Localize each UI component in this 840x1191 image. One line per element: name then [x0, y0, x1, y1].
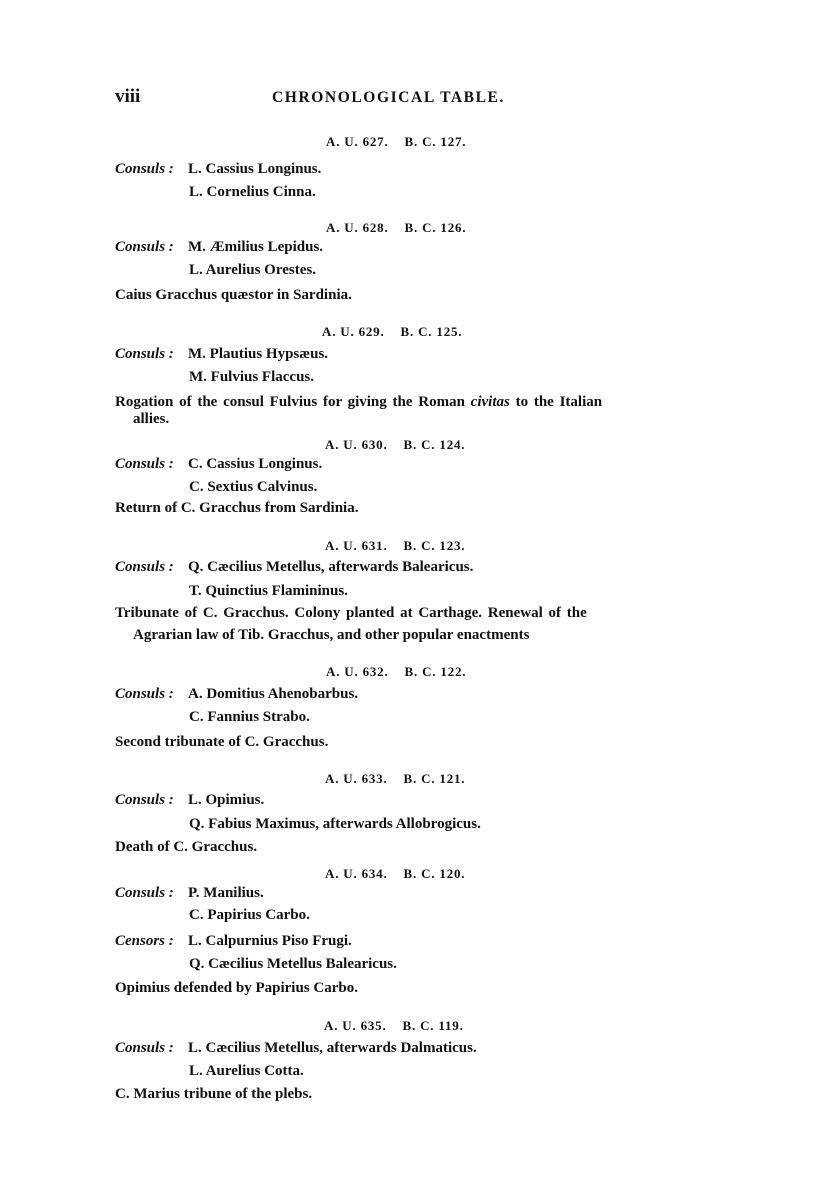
year-au: A. U. 635.: [324, 1018, 387, 1033]
consul-name: L. Cassius Longinus.: [188, 161, 322, 177]
consul-name: C. Sextius Calvinus.: [189, 479, 318, 495]
event-continuation: Agrarian law of Tib. Gracchus, and other popular enactments: [133, 627, 530, 643]
consuls-label: Consuls :: [115, 686, 174, 702]
page-number: viii: [115, 86, 141, 107]
event-text: [115, 394, 602, 411]
year-au: A. U. 627.: [326, 134, 389, 149]
year-au: A. U. 628.: [326, 220, 389, 235]
year-bc: B. C. 123.: [403, 538, 466, 553]
censor-name: L. Calpurnius Piso Frugi.: [188, 933, 352, 949]
running-title: CHRONOLOGICAL TABLE.: [272, 89, 505, 106]
year-heading: [325, 437, 465, 453]
event-continuation: allies.: [133, 411, 170, 427]
year-heading: [325, 771, 465, 787]
year-bc: B. C. 126.: [404, 220, 467, 235]
consuls-label: Consuls :: [115, 1040, 174, 1056]
censor-name: Q. Cæcilius Metellus Balearicus.: [189, 956, 397, 972]
year-bc: B. C. 127.: [404, 134, 467, 149]
event-text: C. Marius tribune of the plebs.: [115, 1086, 313, 1102]
year-heading: [326, 664, 466, 680]
event-text: Tribunate of C. Gracchus. Colony planted at Carthage. Renewal of the: [115, 605, 587, 621]
event-text: Caius Gracchus quæstor in Sardinia.: [115, 287, 352, 303]
consul-name: L. Cornelius Cinna.: [189, 184, 316, 200]
event-emphasis: civitas: [470, 394, 510, 410]
year-bc: B. C. 120.: [403, 866, 466, 881]
consuls-label: Consuls :: [115, 792, 174, 808]
year-au: A. U. 632.: [326, 664, 389, 679]
consul-name: A. Domitius Ahenobarbus.: [188, 686, 359, 702]
year-heading: [324, 1018, 464, 1034]
event-text-part: to the Italian: [515, 394, 603, 410]
year-bc: B. C. 125.: [400, 324, 463, 339]
consul-name: Q. Cæcilius Metellus, afterwards Balearicus.: [188, 559, 474, 575]
event-text: Second tribunate of C. Gracchus.: [115, 734, 329, 750]
year-au: A. U. 633.: [325, 771, 388, 786]
consul-name: L. Aurelius Cotta.: [189, 1063, 304, 1079]
year-heading: [326, 220, 466, 236]
event-text: Opimius defended by Papirius Carbo.: [115, 980, 358, 996]
consul-name: M. Æmilius Lepidus.: [188, 239, 324, 255]
year-bc: B. C. 119.: [402, 1018, 464, 1033]
consul-name: T. Quinctius Flamininus.: [189, 583, 348, 599]
consuls-label: Consuls :: [115, 885, 174, 901]
year-au: A. U. 630.: [325, 437, 388, 452]
consul-name: C. Fannius Strabo.: [189, 709, 310, 725]
consuls-label: Consuls :: [115, 346, 174, 362]
consuls-label: Consuls :: [115, 456, 174, 472]
consul-name: C. Papirius Carbo.: [189, 907, 310, 923]
event-text: Death of C. Gracchus.: [115, 839, 258, 855]
consuls-label: Consuls :: [115, 161, 174, 177]
year-heading: [326, 134, 466, 150]
year-heading: [325, 538, 465, 554]
year-au: A. U. 629.: [322, 324, 385, 339]
consuls-label: Consuls :: [115, 559, 174, 575]
year-heading: [325, 866, 465, 882]
year-heading: [322, 324, 462, 340]
consul-name: P. Manilius.: [188, 885, 264, 901]
consul-name: C. Cassius Longinus.: [188, 456, 323, 472]
censors-label: Censors :: [115, 933, 174, 949]
year-au: A. U. 631.: [325, 538, 388, 553]
year-bc: B. C. 122.: [404, 664, 467, 679]
event-text: Return of C. Gracchus from Sardinia.: [115, 500, 359, 516]
event-text-part: Rogation of the consul Fulvius for giving the Roman: [115, 394, 465, 410]
consul-name: L. Aurelius Orestes.: [189, 262, 316, 278]
consuls-label: Consuls :: [115, 239, 174, 255]
year-bc: B. C. 121.: [403, 771, 466, 786]
consul-name: Q. Fabius Maximus, afterwards Allobrogicus.: [189, 816, 481, 832]
consul-name: M. Plautius Hypsæus.: [188, 346, 329, 362]
year-au: A. U. 634.: [325, 866, 388, 881]
consul-name: L. Opimius.: [188, 792, 265, 808]
consul-name: L. Cæcilius Metellus, afterwards Dalmaticus.: [188, 1040, 477, 1056]
consul-name: M. Fulvius Flaccus.: [189, 369, 315, 385]
year-bc: B. C. 124.: [403, 437, 466, 452]
